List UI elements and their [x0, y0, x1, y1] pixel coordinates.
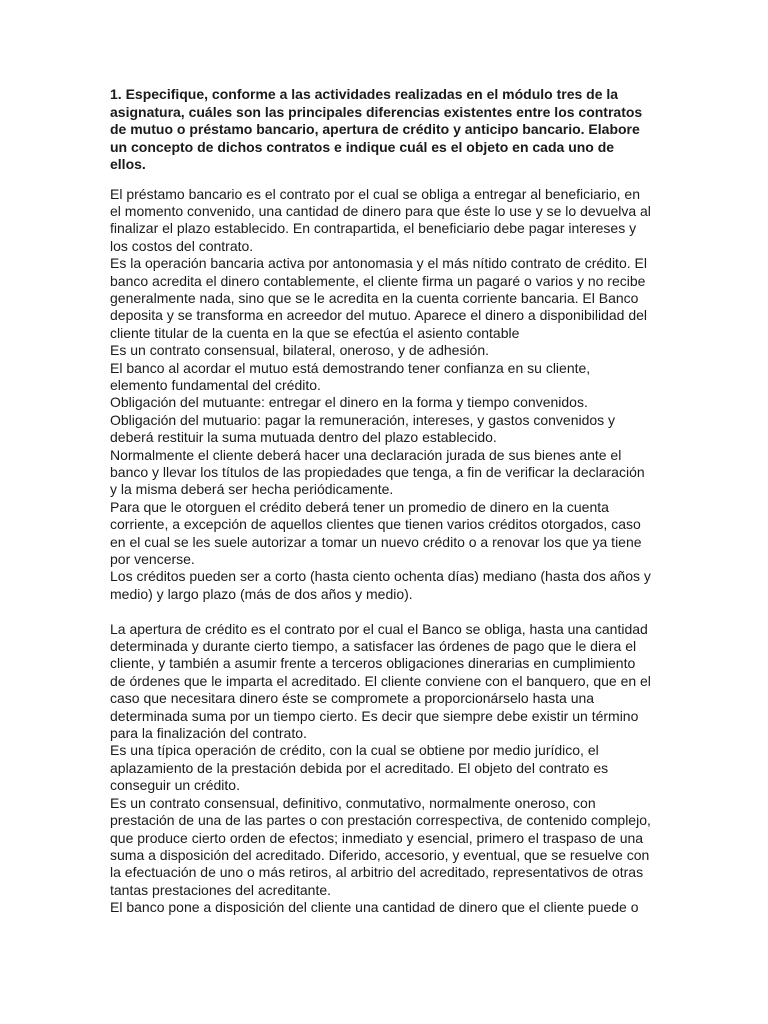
- text-line: cliente titular de la cuenta en la que se efectúa el asiento contable: [110, 324, 520, 341]
- text-line: Es la operación bancaria activa por antonomasia y el más nítido contrato de crédito. El: [110, 255, 647, 272]
- text-line: y la misma deberá ser hecha periódicamente.: [110, 481, 394, 498]
- question-heading: [110, 86, 668, 174]
- text-line: banco acredita el dinero contablemente, el cliente firma un pagaré o varios y no recibe: [110, 272, 646, 289]
- text-line: la efectuación de uno o más retiros, al arbitrio del acreditado, representativos de otras: [110, 864, 644, 881]
- text-line: El banco al acordar el mutuo está demostrando tener confianza en su cliente,: [110, 359, 591, 376]
- text-line: tantas prestaciones del acreditante.: [110, 881, 332, 898]
- text-line: banco y llevar los títulos de las propiedades que tenga, a fin de verificar la declaración: [110, 464, 645, 480]
- text-line: Es una típica operación de crédito, con la cual se obtiene por medio jurídico, el: [110, 742, 599, 759]
- text-line: cliente, y también a asumir frente a terceros obligaciones dinerarias en cumplimiento: [110, 655, 636, 672]
- text-line: determinada y durante cierto tiempo, a satisfacer las órdenes de pago que le diera el: [110, 638, 637, 655]
- text-line: Obligación del mutuante: entregar el dinero en la forma y tiempo convenidos.: [110, 394, 588, 411]
- question-line: 1. Especifique, conforme a las actividades realizadas en el módulo tres de la: [110, 86, 619, 102]
- text-line: caso que necesitara dinero éste se compromete a proporcionárselo hasta una: [110, 690, 595, 707]
- text-line: suma a disposición del acreditado. Diferido, accesorio, y eventual, que se resuelve con: [110, 846, 650, 863]
- question-line: un concepto de dichos contratos e indique cuál es el objeto en cada uno de: [110, 138, 615, 155]
- text-line: Para que le otorguen el crédito deberá tener un promedio de dinero en la cuenta: [110, 498, 609, 515]
- text-line: El préstamo bancario es el contrato por el cual se obliga a entregar al beneficiario, en: [110, 185, 640, 202]
- text-line: Los créditos pueden ser a corto (hasta ciento ochenta días) mediano (hasta dos años y: [110, 568, 651, 585]
- text-line: deposita y se transforma en acreedor del mutuo. Aparece el dinero a disponibilidad del: [110, 307, 647, 324]
- text-line: El banco pone a disposición del cliente una cantidad de dinero que el cliente puede o: [110, 899, 639, 916]
- prestamo-bancario-section: [110, 186, 668, 604]
- text-line: aplazamiento de la prestación debida por el acreditado. El objeto del contrato es: [110, 759, 609, 776]
- text-line: determinada suma por un tiempo cierto. Es decir que siempre debe existir un término: [110, 707, 639, 724]
- question-line: ellos.: [110, 156, 146, 172]
- text-line: deberá restituir la suma mutuada dentro del plazo establecido.: [110, 429, 497, 446]
- apertura-credito-section: [110, 621, 668, 917]
- text-line: finalizar el plazo establecido. En contrapartida, el beneficiario debe pagar intereses y: [110, 220, 637, 237]
- text-line: los costos del contrato.: [110, 237, 254, 254]
- text-line: prestación de una de las partes o con prestación correspectiva, de contenido complejo,: [110, 812, 651, 829]
- text-line: para la finalización del contrato.: [110, 725, 307, 742]
- text-line: elemento fundamental del crédito.: [110, 376, 321, 393]
- text-line: generalmente nada, sino que se le acredita en la cuenta corriente bancaria. El Banco: [110, 289, 639, 306]
- text-line: el momento convenido, una cantidad de dinero para que éste lo use y se lo devuelva al: [110, 202, 651, 219]
- text-line: de órdenes que le imparta el acreditado. El cliente conviene con el banquero, que en el: [110, 672, 651, 689]
- text-line: Es un contrato consensual, definitivo, conmutativo, normalmente oneroso, con: [110, 794, 596, 811]
- text-line: La apertura de crédito es el contrato por el cual el Banco se obliga, hasta una cantidad: [110, 620, 648, 637]
- text-line: medio) y largo plazo (más de dos años y medio).: [110, 585, 413, 602]
- paragraph-gap: [110, 603, 668, 620]
- text-line: en el cual se les suele autorizar a tomar un nuevo crédito o a renovar los que ya tiene: [110, 533, 642, 550]
- text-line: corriente, a excepción de aquellos clientes que tienen varios créditos otorgados, caso: [110, 516, 641, 533]
- text-line: Es un contrato consensual, bilateral, oneroso, y de adhesión.: [110, 342, 490, 359]
- text-line: Obligación del mutuario: pagar la remuneración, intereses, y gastos convenidos y: [110, 411, 616, 428]
- question-line: de mutuo o préstamo bancario, apertura de crédito y anticipo bancario. Elabore: [110, 121, 640, 137]
- question-line: asignatura, cuáles son las principales diferencias existentes entre los contratos: [110, 103, 643, 120]
- text-line: Normalmente el cliente deberá hacer una declaración jurada de sus bienes ante el: [110, 446, 622, 463]
- text-line: que produce cierto orden de efectos; inmediato y esencial, primero el traspaso de una: [110, 829, 644, 846]
- text-line: por vencerse.: [110, 551, 195, 568]
- text-line: conseguir un crédito.: [110, 777, 240, 794]
